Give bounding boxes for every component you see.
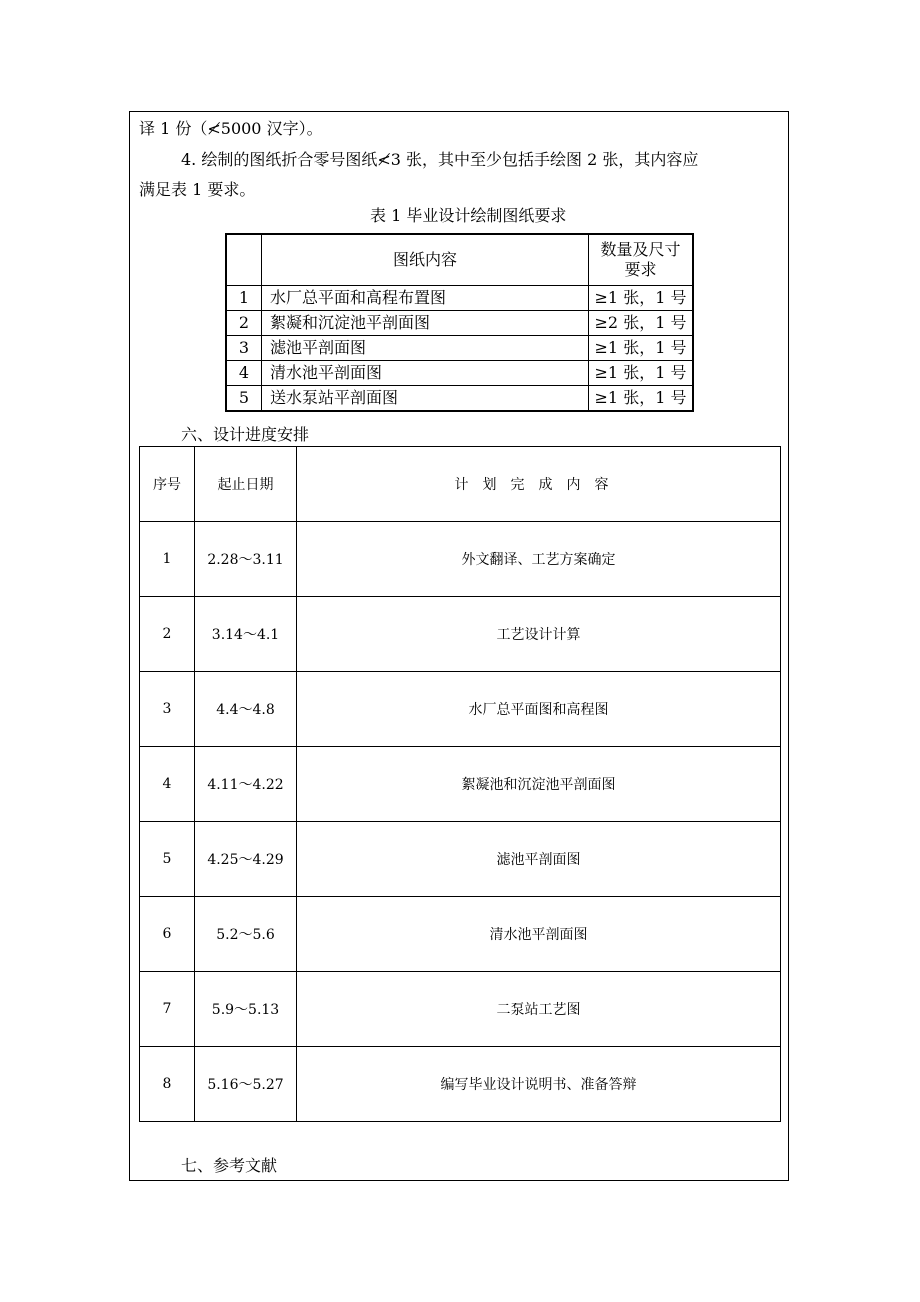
schedule-header-idx: 序号 bbox=[140, 447, 195, 522]
table1-cell-content: 送水泵站平剖面图 bbox=[262, 386, 589, 412]
table1-cell-requirement: ≥1 张，1 号 bbox=[589, 336, 694, 361]
table1-cell-idx: 4 bbox=[226, 361, 262, 386]
schedule-header-row bbox=[140, 447, 781, 522]
table1-cell-requirement: ≥1 张，1 号 bbox=[589, 286, 694, 311]
schedule-cell-content: 二泵站工艺图 bbox=[297, 972, 781, 1047]
schedule-cell-date: 4.25～4.29 bbox=[195, 822, 297, 897]
table1-cell-requirement: ≥1 张，1 号 bbox=[589, 361, 694, 386]
schedule-cell-idx: 2 bbox=[140, 597, 195, 672]
table-row bbox=[140, 1047, 781, 1122]
schedule-cell-date: 4.11～4.22 bbox=[195, 747, 297, 822]
schedule-cell-idx: 1 bbox=[140, 522, 195, 597]
table1-header-requirement bbox=[589, 234, 694, 286]
table1-caption: 表 1 毕业设计绘制图纸要求 bbox=[370, 206, 567, 225]
paragraph-line-1: 译 1 份（≮5000 汉字）。 bbox=[139, 119, 323, 138]
table1-cell-requirement: ≥1 张，1 号 bbox=[589, 386, 694, 412]
schedule-cell-content: 编写毕业设计说明书、准备答辩 bbox=[297, 1047, 781, 1122]
schedule-cell-content: 絮凝池和沉淀池平剖面图 bbox=[297, 747, 781, 822]
table1-header-row bbox=[226, 234, 693, 286]
paragraph-line-3: 满足表 1 要求。 bbox=[139, 180, 256, 199]
schedule-cell-idx: 4 bbox=[140, 747, 195, 822]
schedule-header-content: 计划完成内容 bbox=[297, 447, 781, 522]
section6-heading: 六、设计进度安排 bbox=[181, 425, 310, 444]
table-row bbox=[140, 672, 781, 747]
schedule-cell-date: 2.28～3.11 bbox=[195, 522, 297, 597]
schedule-cell-content: 外文翻译、工艺方案确定 bbox=[297, 522, 781, 597]
table-row bbox=[226, 386, 693, 412]
schedule-cell-idx: 5 bbox=[140, 822, 195, 897]
table1-cell-content: 滤池平剖面图 bbox=[262, 336, 589, 361]
table-row bbox=[140, 972, 781, 1047]
table1-cell-content: 絮凝和沉淀池平剖面图 bbox=[262, 311, 589, 336]
table-row bbox=[226, 286, 693, 311]
table-row bbox=[226, 311, 693, 336]
table-row bbox=[226, 336, 693, 361]
table-row bbox=[140, 822, 781, 897]
table1-cell-idx: 2 bbox=[226, 311, 262, 336]
schedule-cell-date: 5.2～5.6 bbox=[195, 897, 297, 972]
table1-header-idx bbox=[226, 234, 262, 286]
schedule-cell-date: 5.9～5.13 bbox=[195, 972, 297, 1047]
schedule-table bbox=[139, 446, 781, 1122]
schedule-cell-content: 滤池平剖面图 bbox=[297, 822, 781, 897]
schedule-cell-content: 水厂总平面图和高程图 bbox=[297, 672, 781, 747]
schedule-cell-idx: 8 bbox=[140, 1047, 195, 1122]
table1-cell-idx: 1 bbox=[226, 286, 262, 311]
table1-header-requirement-line2: 要求 bbox=[624, 260, 657, 279]
paragraph-line-2: 4. 绘制的图纸折合零号图纸≮3 张，其中至少包括手绘图 2 张，其内容应 bbox=[181, 150, 699, 169]
table1-cell-idx: 5 bbox=[226, 386, 262, 412]
table1-header-content: 图纸内容 bbox=[262, 234, 589, 286]
section7-heading: 七、参考文献 bbox=[181, 1156, 278, 1175]
schedule-cell-content: 工艺设计计算 bbox=[297, 597, 781, 672]
table1-cell-content: 水厂总平面和高程布置图 bbox=[262, 286, 589, 311]
schedule-cell-date: 3.14～4.1 bbox=[195, 597, 297, 672]
table-row bbox=[140, 747, 781, 822]
drawing-requirements-table bbox=[225, 233, 694, 412]
table-row bbox=[140, 597, 781, 672]
table1-header-requirement-line1: 数量及尺寸 bbox=[600, 240, 681, 259]
table-row bbox=[140, 897, 781, 972]
table1-cell-idx: 3 bbox=[226, 336, 262, 361]
schedule-cell-date: 5.16～5.27 bbox=[195, 1047, 297, 1122]
schedule-cell-content: 清水池平剖面图 bbox=[297, 897, 781, 972]
schedule-cell-idx: 6 bbox=[140, 897, 195, 972]
schedule-cell-date: 4.4～4.8 bbox=[195, 672, 297, 747]
table1-cell-content: 清水池平剖面图 bbox=[262, 361, 589, 386]
table-row bbox=[226, 361, 693, 386]
schedule-cell-idx: 3 bbox=[140, 672, 195, 747]
table1-cell-requirement: ≥2 张，1 号 bbox=[589, 311, 694, 336]
table-row bbox=[140, 522, 781, 597]
schedule-header-date: 起止日期 bbox=[195, 447, 297, 522]
schedule-cell-idx: 7 bbox=[140, 972, 195, 1047]
